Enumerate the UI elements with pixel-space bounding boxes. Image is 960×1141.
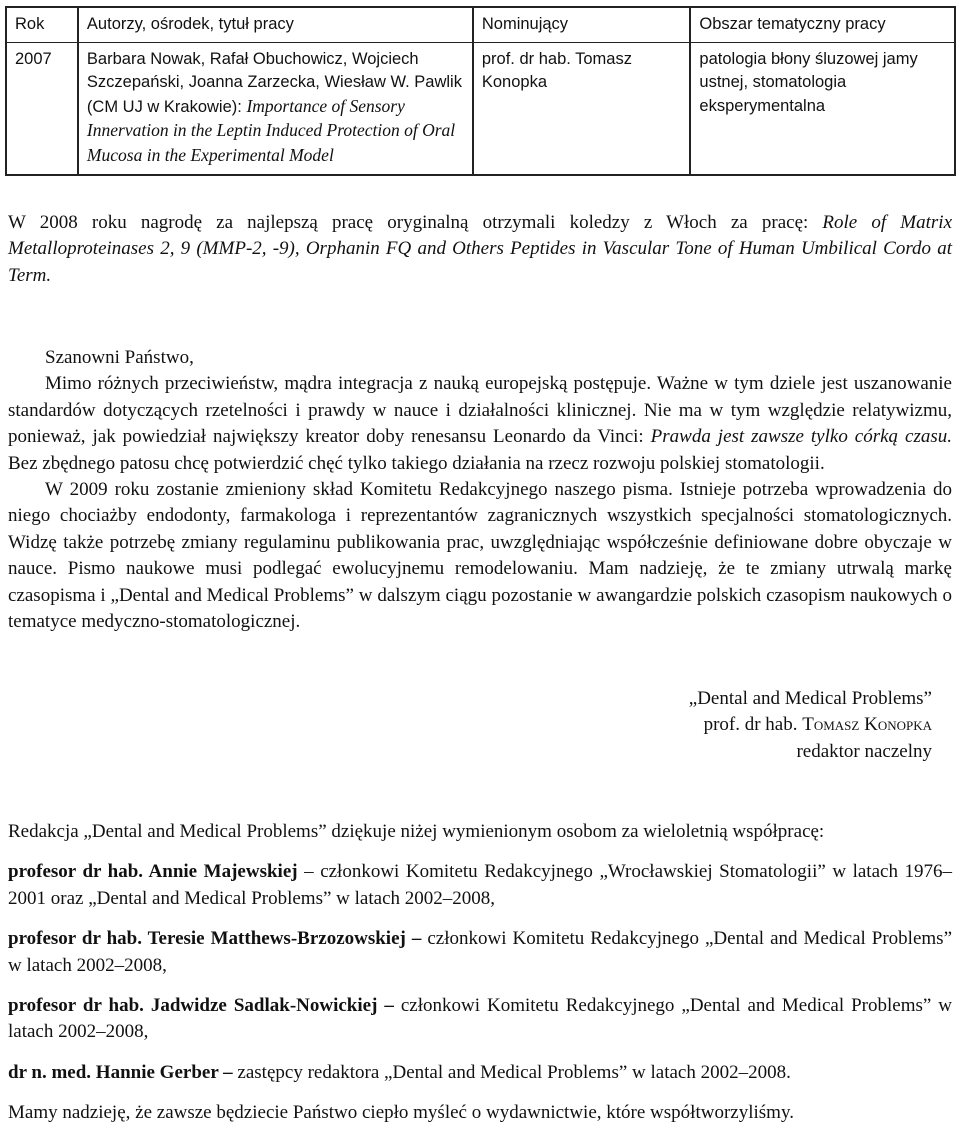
header-year: Rok (6, 7, 78, 42)
award-text: W 2008 roku nagrodę za najlepszą pracę oryginalną otrzymali koledzy z Włoch za pracę: (8, 212, 823, 233)
person-role: członkowi Komitetu Redakcyjnego „Wrocławskiej Stomatologii” w latach 1976–2001 oraz „Dental and Medical Problems” w latach 2002–2008, (8, 861, 953, 909)
person-role: członkowi Komitetu Redakcyjnego „Dental and Medical Problems” w latach 2002–2008, (8, 928, 953, 976)
signature-role: redaktor naczelny (796, 740, 932, 762)
table-row (6, 42, 955, 175)
person-name: profesor dr hab. Teresie Matthews-Brzozowskiej – (8, 928, 422, 950)
person-name: dr n. med. Hannie Gerber – (8, 1061, 233, 1083)
letter-paragraph-1 (8, 371, 952, 477)
authors-text: Barbara Nowak, Rafał Obuchowicz, Wojciech Szczepański, Joanna Zarzecka, Wiesław W. Pawlik (CM UJ w Krakowie): (86, 49, 462, 116)
cell-year: 2007 (6, 42, 78, 175)
cell-authors (78, 42, 473, 175)
signature-block (689, 686, 932, 765)
salutation: Szanowni Państwo, (45, 347, 194, 368)
signature-name: Tomasz Konopka (802, 714, 932, 736)
cell-area: patologia błony śluzowej jamy ustnej, stomatologia eksperymentalna (690, 42, 955, 175)
person-role: zastępcy redaktora „Dental and Medical Problems” w latach 2002–2008. (237, 1061, 791, 1083)
letter-p1-text: Mimo różnych przeciwieństw, mądra integracja z nauką europejską postępuje. Ważne w tym dziele jest uszanowanie standardów dotyczących rzetelności i prawdy w nauce i działalności klinicznej. Nie ma w tym względzie relatywizmu, ponieważ, jak powiedział największy kreator doby renesansu Leonardo da Vinci: (8, 373, 952, 448)
header-nominator: Nominujący (473, 7, 691, 42)
award-paragraph (8, 210, 952, 289)
table-header-row (6, 7, 955, 42)
thanks-person (8, 859, 952, 912)
header-area: Obszar tematyczny pracy (690, 7, 955, 42)
thanks-intro: Redakcja „Dental and Medical Problems” dziękuje niżej wymienionym osobom za wieloletnią współpracę: (8, 821, 825, 842)
dash: – (297, 861, 321, 883)
signature-journal: „Dental and Medical Problems” (688, 688, 932, 709)
thanks-closing: Mamy nadzieję, że zawsze będziecie Państwo ciepło myśleć o wydawnictwie, które współtworzyliśmy. (8, 1102, 794, 1124)
signature-editor (689, 712, 932, 738)
leonardo-quote: Prawda jest zawsze tylko córką czasu. (650, 426, 952, 448)
award-paper-title: Role of Matrix Metalloproteinases 2, 9 (MMP-2, -9), Orphanin FQ and Others Peptides in Vascular Tone of Human Umbilical Cordo at Term. (8, 212, 953, 286)
person-role: członkowi Komitetu Redakcyjnego „Dental and Medical Problems” w latach 2002–2008, (8, 995, 953, 1043)
person-name: profesor dr hab. Jadwidze Sadlak-Nowickiej – (8, 995, 394, 1017)
signature-title: prof. dr hab. (703, 714, 803, 736)
letter-p1-text-end: Bez zbędnego patosu chcę potwierdzić chęć tylko takiego działania na rzecz rozwoju polskiej stomatologii. (8, 452, 825, 474)
thanks-person (8, 926, 952, 979)
editor-letter (8, 345, 952, 635)
thanks-person (8, 993, 952, 1046)
acknowledgements (8, 819, 952, 1141)
paper-title: Importance of Sensory Innervation in the Leptin Induced Protection of Oral Mucosa in the Experimental Model (86, 95, 456, 165)
person-name: profesor dr hab. Annie Majewskiej (8, 861, 298, 883)
dash (394, 995, 401, 1016)
cell-nominator: prof. dr hab. Tomasz Konopka (473, 42, 691, 175)
thanks-person (8, 1060, 952, 1086)
header-authors: Autorzy, ośrodek, tytuł pracy (78, 7, 473, 42)
letter-paragraph-2: W 2009 roku zostanie zmieniony skład Komitetu Redakcyjnego naszego pisma. Istnieje potrzeba wprowadzenia do niego chociażby endodonty, farmakologa i reprezentantów zagranicznych wszystkich specjalności stomatologicznych. Widzę także potrzebę zmiany regulaminu publikowania prac, uwzględniając współcześnie definiowane dobre obyczaje w nauce. Pismo naukowe musi podlegać ewolucyjnemu remodelowaniu. Mam nadzieję, że te zmiany utrwalą markę czasopisma i „Dental and Medical Problems” w dalszym ciągu pozostanie w awangardzie polskich czasopism naukowych o tematyce medyczno-stomatologicznej. (8, 479, 952, 633)
awards-table (5, 6, 956, 176)
